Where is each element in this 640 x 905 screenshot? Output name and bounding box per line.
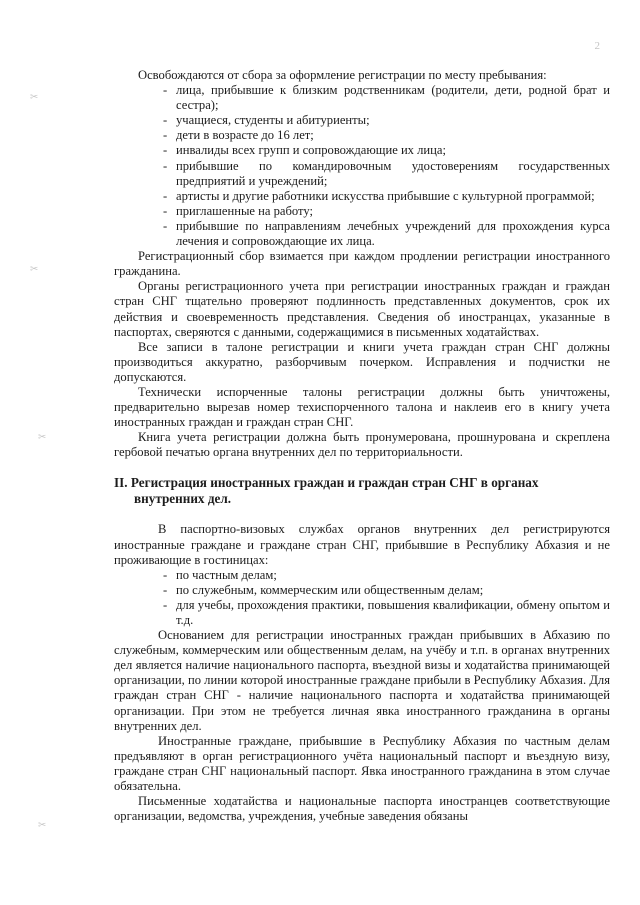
list-item: - учащиеся, студенты и абитуриенты;: [176, 113, 610, 128]
list-item: - приглашенные на работу;: [176, 204, 610, 219]
binding-hole-mark: ✂: [38, 820, 47, 831]
exempt-list: [114, 83, 610, 249]
fee-paragraph: Регистрационный сбор взимается при каждом продлении регистрации иностранного гражданина.: [114, 249, 610, 279]
list-item: - лица, прибывшие к близким родственникам (родители, дети, родной брат и сестра);: [176, 83, 610, 113]
grounds-paragraph: Основанием для регистрации иностранных граждан прибывших в Абхазию по служебным, коммерческим или общественным делам, на учёбу и т.п. в органах внутренних дел является наличие национального паспорта, въездной визы и ходатайства принимающей организации, по линии которой иностранные граждане прибыли в Республику Абхазия. Для граждан стран СНГ - наличие национального паспорта и ходатайства принимающей организации. При этом не требуется личная явка иностранного гражданина в органы внутренних дел.: [114, 628, 610, 733]
section-heading: [114, 475, 610, 507]
list-item: - инвалиды всех групп и сопровождающие их лица;: [176, 143, 610, 158]
purpose-list: [114, 568, 610, 628]
list-item: - по частным делам;: [176, 568, 610, 583]
check-paragraph: Органы регистрационного учета при регистрации иностранных граждан и граждан стран СНГ тщательно проверяют подлинность представленных документов, срок их действия и своевременность представления. Сведения об иностранцах, указанные в паспортах, сверяются с данными, содержащимися в письменных ходатайствах.: [114, 279, 610, 339]
section-heading-line-1: II. Регистрация иностранных граждан и граждан стран СНГ в органах: [114, 475, 539, 491]
list-item: - артисты и другие работники искусства прибывшие с культурной программой;: [176, 189, 610, 204]
section-heading-line-2: внутренних дел.: [134, 491, 232, 507]
spacer: [114, 460, 610, 475]
page-number: 2: [594, 40, 600, 52]
list-item: - для учебы, прохождения практики, повышения квалификации, обмену опытом и т.д.: [176, 598, 610, 628]
intro-paragraph: Освобождаются от сбора за оформление регистрации по месту пребывания:: [138, 68, 547, 82]
list-item: - прибывшие по командировочным удостоверениям государственных предприятий и учреждений;: [176, 159, 610, 189]
binding-hole-mark: ✂: [30, 92, 39, 103]
list-item: - прибывшие по направлениям лечебных учреждений для прохождения курса лечения и сопровождающие их лица.: [176, 219, 610, 249]
records-paragraph: Все записи в талоне регистрации и книги учета граждан стран СНГ должны производиться аккуратно, разборчивым почерком. Исправления и подчистки не допускаются.: [114, 339, 610, 384]
binding-hole-mark: ✂: [30, 264, 39, 275]
binding-hole-mark: ✂: [38, 432, 47, 443]
list-item: - дети в возрасте до 16 лет;: [176, 128, 610, 143]
last-paragraph: Письменные ходатайства и национальные паспорта иностранцев соответствующие организации, ведомства, учреждения, учебные заведения обязаны: [114, 794, 610, 824]
document-body: [114, 68, 610, 824]
damaged-coupons-paragraph: Технически испорченные талоны регистрации должны быть уничтожены, предварительно вырезав номер техиспорченного талона и наклеив его в книгу учета иностранных граждан и граждан стран СНГ.: [114, 384, 610, 430]
list-item: - по служебным, коммерческим или общественным делам;: [176, 583, 610, 598]
register-book-paragraph: Книга учета регистрации должна быть пронумерована, прошнурована и скреплена гербовой печатью органа внутренних дел по территориальности.: [114, 430, 610, 460]
section-intro-paragraph: В паспортно-визовых службах органов внутренних дел регистрируются иностранные граждане и граждане стран СНГ, прибывшие в Республику Абхазия и не проживающие в гостиницах:: [114, 522, 610, 567]
spacer: [114, 507, 610, 522]
private-visit-paragraph: Иностранные граждане, прибывшие в Республику Абхазия по частным делам предъявляют в орган регистрационного учёта национальный паспорт и въездную визу, граждане стран СНГ национальный паспорт. Явка иностранного гражданина в этом случае обязательна.: [114, 733, 610, 794]
